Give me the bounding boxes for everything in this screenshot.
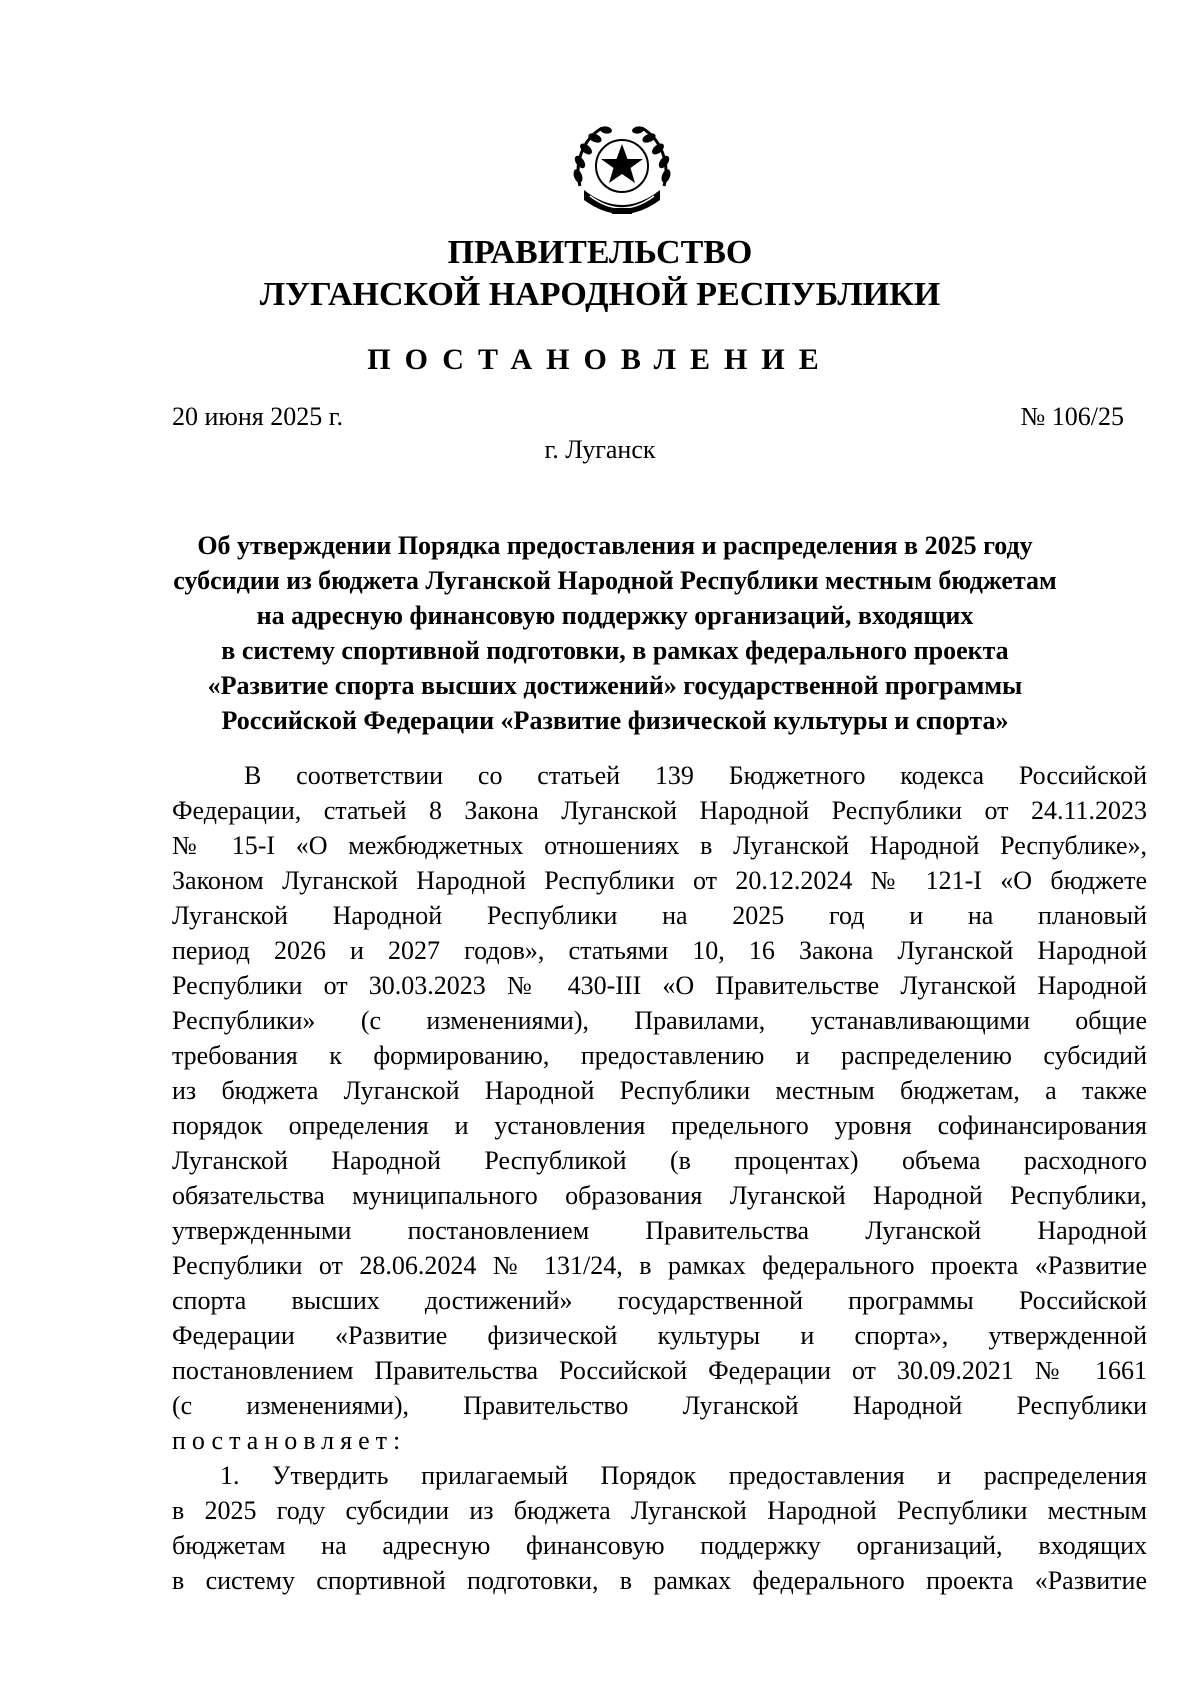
document-number: № 106/25 [1020, 402, 1124, 431]
preamble-line: № 15-I «О межбюджетных отношениях в Луганской Народной Республике», [172, 831, 1147, 860]
item1-line: в 2025 году субсидии из бюджета Луганской Народной Республики местным [172, 1496, 1147, 1525]
item1-line: бюджетам на адресную финансовую поддержку организаций, входящих [172, 1531, 1147, 1560]
preamble-line: Луганской Народной Республики на 2025 год и на плановый [172, 901, 1147, 930]
government-title-line2: ЛУГАНСКОЙ НАРОДНОЙ РЕСПУБЛИКИ [259, 276, 941, 313]
document-body [172, 758, 1147, 1598]
preamble-line: Республики» (с изменениями), Правилами, устанавливающими общие [172, 1006, 1147, 1035]
resolves-word: постановляет: [172, 1426, 407, 1455]
item1-line: в систему спортивной подготовки, в рамках федерального проекта «Развитие [172, 1566, 1147, 1595]
preamble-line: утвержденными постановлением Правительства Луганской Народной [172, 1216, 1147, 1245]
government-title-line1: ПРАВИТЕЛЬСТВО [447, 234, 753, 271]
item1-line: 1. Утвердить прилагаемый Порядок предоставления и распределения [220, 1461, 1147, 1490]
document-city: г. Луганск [544, 435, 656, 464]
subject-line: в систему спортивной подготовки, в рамках федерального проекта [221, 636, 1009, 665]
preamble-line: Республики от 28.06.2024 № 131/24, в рамках федерального проекта «Развитие [172, 1251, 1147, 1280]
coat-of-arms-emblem [566, 116, 678, 226]
preamble-line: постановлением Правительства Российской Федерации от 30.09.2021 № 1661 [172, 1356, 1147, 1385]
preamble-line: из бюджета Луганской Народной Республики местным бюджетам, а также [172, 1076, 1147, 1105]
preamble-line: период 2026 и 2027 годов», статьями 10, 16 Закона Луганской Народной [172, 936, 1147, 965]
subject-line: субсидии из бюджета Луганской Народной Республики местным бюджетам [173, 566, 1057, 595]
subject-line: на адресную финансовую поддержку организаций, входящих [256, 601, 974, 630]
preamble-line: Законом Луганской Народной Республики от 20.12.2024 № 121-I «О бюджете [172, 866, 1147, 895]
preamble-line: В соответствии со статьей 139 Бюджетного кодекса Российской [244, 761, 1147, 790]
subject-line: Об утверждении Порядка предоставления и распределения в 2025 году [197, 531, 1033, 560]
preamble-line: Луганской Народной Республикой (в процентах) объема расходного [172, 1146, 1147, 1175]
preamble-line: порядок определения и установления предельного уровня софинансирования [172, 1111, 1147, 1140]
preamble-line: обязательства муниципального образования Луганской Народной Республики, [172, 1181, 1147, 1210]
preamble-line: (с изменениями), Правительство Луганской Народной Республики [172, 1391, 1147, 1420]
preamble-line: Федерации «Развитие физической культуры и спорта», утвержденной [172, 1321, 1147, 1350]
preamble-line: Республики от 30.03.2023 № 430-III «О Правительстве Луганской Народной [172, 971, 1147, 1000]
document-type: ПОСТАНОВЛЕНИЕ [367, 343, 833, 376]
preamble-line: требования к формированию, предоставлению и распределению субсидий [172, 1041, 1147, 1070]
preamble-line: Федерации, статьей 8 Закона Луганской Народной Республики от 24.11.2023 [172, 796, 1147, 825]
preamble-line: спорта высших достижений» государственной программы Российской [172, 1286, 1147, 1315]
document-subject [150, 528, 1080, 738]
subject-line: Российской Федерации «Развитие физической культуры и спорта» [221, 706, 1009, 735]
document-date: 20 июня 2025 г. [172, 402, 343, 431]
subject-line: «Развитие спорта высших достижений» государственной программы [207, 671, 1023, 700]
